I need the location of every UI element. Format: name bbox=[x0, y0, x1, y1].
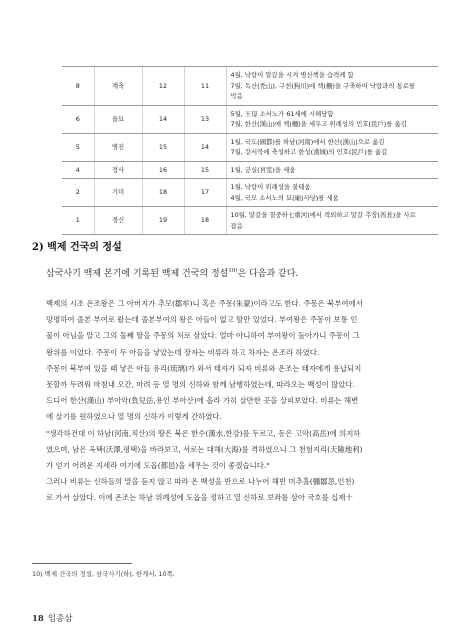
event-line: 10월, 말갈을 칠중하七重河)에서 격퇴하고 말갈 추장(酋長)을 사로 bbox=[230, 211, 416, 219]
footnote-ref: 10) bbox=[228, 268, 238, 274]
row-value-a: 15 bbox=[142, 133, 184, 161]
author-name: 임종삼 bbox=[47, 614, 73, 624]
row-value-a: 14 bbox=[142, 105, 184, 133]
event-line: 4월, 낙랑이 말갈을 시켜 병산책을 습격케 함 bbox=[230, 71, 354, 79]
event-line: 7월, 독산(禿山), 구천(狗川)에 책(柵)을 구축하여 낙랑과의 통로를 bbox=[230, 81, 416, 90]
table-row bbox=[62, 161, 438, 179]
row-events bbox=[226, 207, 438, 235]
row-value-b: 11 bbox=[184, 67, 226, 106]
row-ganji: 경신 bbox=[94, 207, 142, 235]
row-value-b: 13 bbox=[184, 105, 226, 133]
row-value-b: 14 bbox=[184, 133, 226, 161]
event-line: 잡음 bbox=[230, 221, 243, 230]
body-line: 망명하여 졸본 부여로 왔는데 졸본부여의 왕은 아들이 없고 딸만 있었다. 부여왕은 주몽이 보통 인 bbox=[46, 315, 358, 325]
event-line: 1월, 낙랑이 위례성을 불태움 bbox=[230, 183, 311, 191]
row-ganji: 기미 bbox=[94, 179, 142, 207]
body-line: "생각하건대 이 하남(河南,직산)의 땅은 북은 한수(漢水,한강)를 두르고, 동은 고악(高岳)에 의지하 bbox=[46, 428, 361, 438]
row-value-a: 18 bbox=[142, 179, 184, 207]
footnote: 10) 백제 건국의 정설, 삼국사기(하), 한계서, 10쪽. bbox=[32, 570, 175, 578]
row-number: 8 bbox=[62, 67, 94, 106]
row-events bbox=[226, 133, 438, 161]
page-number: 18 bbox=[32, 614, 44, 624]
row-value-a: 16 bbox=[142, 161, 184, 179]
event-line: 1월, 국도(國都)를 하남(河南)에서 한산(漢山)으로 옮김 bbox=[230, 137, 385, 146]
row-events bbox=[226, 105, 438, 133]
lead-text-end: 은 다음과 같다. bbox=[237, 269, 299, 279]
table-row bbox=[62, 105, 438, 133]
table-row bbox=[62, 179, 438, 207]
lead-text: 삼국사기 백제 본기에 기록된 백제 건국의 정설 bbox=[46, 269, 229, 279]
table-row bbox=[62, 133, 438, 161]
row-number: 4 bbox=[62, 161, 94, 179]
event-line: 4월, 국모 소서노의 묘(廟)사당)를 세움 bbox=[230, 193, 339, 202]
row-number: 1 bbox=[62, 207, 94, 235]
event-line: 7월, 한산(漢山)에 책(柵)을 세우고 위례성의 민호(民戶)를 옮김 bbox=[230, 120, 407, 128]
row-number: 2 bbox=[62, 179, 94, 207]
section-heading: 2) 백제 건국의 정설 bbox=[32, 242, 122, 253]
event-line: 막음 bbox=[230, 92, 243, 100]
body-paragraph bbox=[46, 296, 446, 507]
row-value-a: 12 bbox=[142, 67, 184, 106]
row-value-a: 19 bbox=[142, 207, 184, 235]
row-ganji: 을묘 bbox=[94, 105, 142, 133]
row-ganji: 병진 bbox=[94, 133, 142, 161]
body-line: 그러나 비류는 신하들의 말을 듣지 않고 따라 온 백성을 반으로 나누어 해빈 미추홀(彌鄒忽,인천) bbox=[46, 477, 355, 487]
row-number: 5 bbox=[62, 133, 94, 161]
page-footer bbox=[32, 612, 72, 624]
body-line: 백제의 시조 온조왕은 그 아버지가 추모(鄒牟)니 혹은 주몽(朱蒙)이라고도 한다. 주몽은 북부여에서 bbox=[46, 299, 363, 308]
body-line: 였으며, 남은 옥택(沃澤,평택)을 바라보고, 서로는 대해(大海)를 격하였으니 그 천험지리(天險地利) bbox=[46, 444, 363, 454]
row-events bbox=[226, 67, 438, 106]
body-line: 에 살기를 원하였으나 열 명의 신하가 이렇게 간하였다. bbox=[46, 412, 222, 422]
body-line: 물이 아님을 알고 그의 둘째 딸을 주몽의 처로 삼았다. 얼마 아니하여 부여왕이 돌아가니 주몽이 그 bbox=[46, 331, 360, 341]
row-ganji: 정사 bbox=[94, 161, 142, 179]
table-row bbox=[62, 207, 438, 235]
footnote-divider bbox=[32, 563, 132, 564]
event-line: 1월, 궁실(宮室)을 세움 bbox=[230, 165, 296, 174]
row-value-b: 18 bbox=[184, 207, 226, 235]
body-line: 드디어 한산(漢山) 부아악(負兒岳,용인 부아산)에 올라 가히 살만한 곳을 살피보았다. 비류는 해변 bbox=[46, 396, 359, 406]
row-events bbox=[226, 161, 438, 179]
body-line: 로 가서 살았다. 이에 온조는 하남 위례성에 도읍을 정하고 열 신하로 보좌를 삼아 국호를 십제十 bbox=[46, 493, 353, 503]
body-line: 왕위를 이었다. 주몽이 두 아들을 낳았는데 장자는 비류라 하고 차자는 온조라 하였다. bbox=[46, 347, 320, 357]
body-line: 가 얻기 어려운 지세라 여기에 도읍(都邑)을 세우는 것이 좋겠습니다." bbox=[46, 461, 270, 471]
row-value-b: 15 bbox=[184, 161, 226, 179]
table-row bbox=[62, 67, 438, 106]
row-value-b: 17 bbox=[184, 179, 226, 207]
event-line: 7월, 강서북에 축성하고 한성(漢城)의 민호(民戶)를 옮김 bbox=[230, 148, 388, 156]
body-line: 주몽이 북부여 있을 때 낳은 아들 유리(琉璃)가 와서 태자가 되자 비류와 온조는 태자에게 용납되지 bbox=[46, 363, 362, 373]
event-line: 5월, 王母 소서노가 61세에 시해당함 bbox=[230, 109, 334, 118]
body-line: 못할까 두려워 마침내 오간, 마려 등 열 명의 신하와 함께 남행하였는데, 따라오는 백성이 많았다. bbox=[46, 380, 355, 390]
chronology-table bbox=[62, 66, 438, 235]
row-number: 6 bbox=[62, 105, 94, 133]
lead-paragraph bbox=[46, 266, 446, 279]
row-ganji: 계축 bbox=[94, 67, 142, 106]
row-events bbox=[226, 179, 438, 207]
